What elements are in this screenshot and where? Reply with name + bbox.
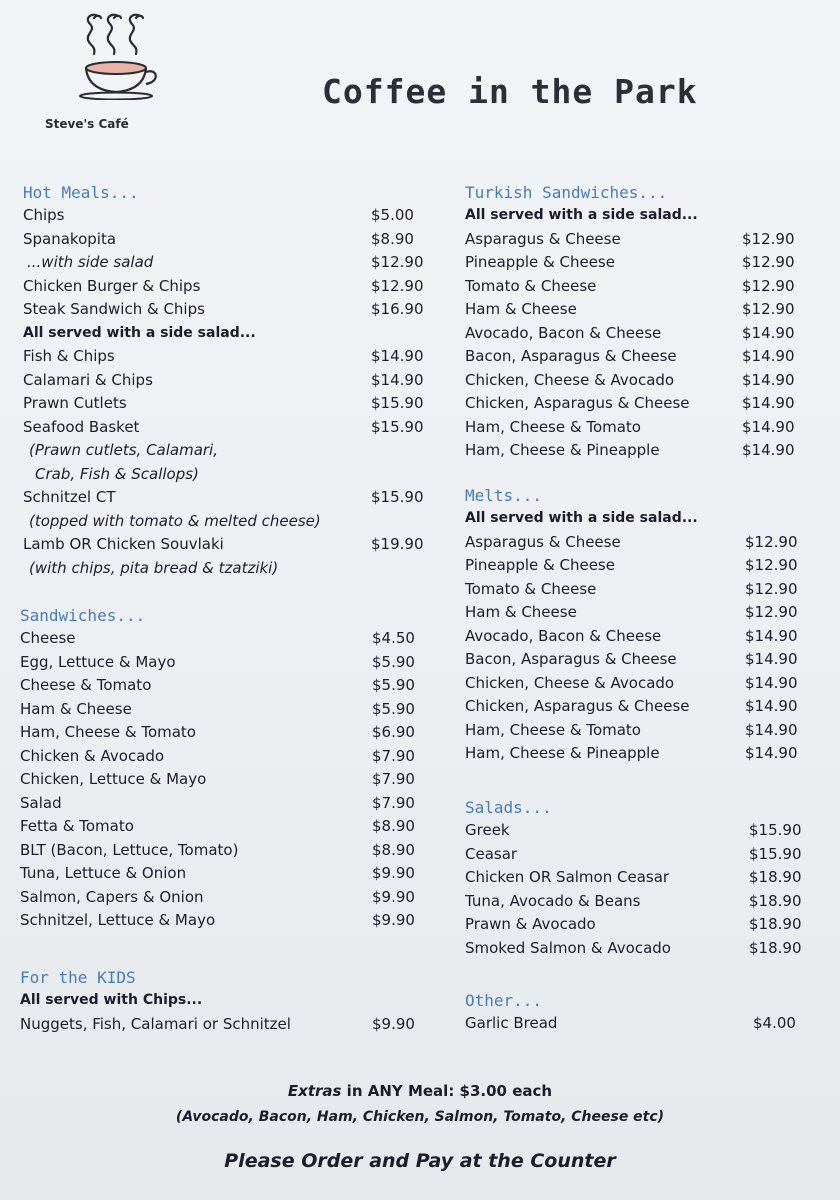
menu-item-name: Chicken OR Salmon Ceasar [465,868,670,886]
menu-item-name: Egg, Lettuce & Mayo [20,652,176,671]
menu-item-name: (topped with tomato & melted cheese) [29,511,321,530]
kids-section [20,967,430,1036]
menu-item-name: Chicken & Avocado [20,746,165,765]
menu-item-name: Pineapple & Cheese [465,253,615,271]
menu-item-price: $18.90 [749,915,802,933]
menu-item-name: Fish & Chips [23,347,115,365]
menu-item [23,322,433,346]
menu-item-price: $7.90 [372,770,415,788]
menu-item-price: $9.90 [372,864,415,882]
menu-item [465,369,805,393]
menu-item-price: $14.90 [371,370,424,389]
menu-item-name: Salmon, Capers & Onion [20,887,204,906]
menu-item-price: $12.90 [742,229,795,248]
menu-item [465,913,805,937]
section-heading: Salads... [465,798,552,817]
menu-item-name: All served with a side salad... [23,324,256,341]
menu-item-name: Ham & Cheese [20,699,132,718]
menu-item-price: $12.90 [745,532,798,551]
menu-item [465,648,805,672]
menu-item-name: Fetta & Tomato [20,817,134,835]
menu-item [465,819,805,843]
menu-item [23,251,433,275]
menu-item-price: $12.90 [742,276,795,295]
menu-item-price: $16.90 [371,300,424,318]
page-title: Coffee in the Park [322,72,698,111]
menu-item [465,843,805,867]
menu-item [465,742,805,766]
menu-item-price: $14.90 [742,370,795,389]
menu-item-name: Nuggets, Fish, Calamari or Schnitzel [20,1014,291,1033]
menu-item [465,345,805,369]
menu-item-name: Smoked Salmon & Avocado [465,938,671,957]
menu-item [20,886,430,910]
menu-item-name: Schnitzel, Lettuce & Mayo [20,911,216,929]
menu-item [465,416,805,440]
menu-item-name: Chips [23,206,65,224]
menu-item-price: $14.90 [742,441,795,459]
extras-prefix: Extras [287,1082,342,1100]
menu-item [23,533,433,557]
menu-item [465,228,805,252]
menu-item [465,204,805,228]
menu-item-name: Seafood Basket [23,417,140,436]
sandwiches-section [20,605,430,933]
menu-item-price: $19.90 [371,535,424,553]
menu-item [23,298,433,322]
menu-item [465,298,805,322]
menu-item [20,909,430,933]
menu-item-price: $9.90 [372,887,415,906]
menu-item-price: $14.90 [371,347,424,365]
section-heading: Melts... [465,486,543,505]
menu-item-name: Cheese [20,629,76,647]
menu-item-name: Chicken, Cheese & Avocado [465,370,675,389]
menu-item-price: $9.90 [372,911,415,929]
menu-item [465,554,805,578]
menu-item-price: $14.90 [742,394,795,412]
menu-item-price: $14.90 [742,347,795,365]
menu-item-name: Avocado, Bacon & Cheese [465,323,662,342]
menu-item [23,486,433,510]
menu-item [465,625,805,649]
menu-item-name: Chicken, Asparagus & Cheese [465,394,690,412]
menu-item-name: Calamari & Chips [23,370,153,389]
menu-item [20,862,430,886]
menu-item-name: Prawn & Avocado [465,915,596,933]
menu-item [465,672,805,696]
menu-item [23,345,433,369]
section-heading: Hot Meals... [23,183,139,202]
menu-item-price: $14.90 [745,626,798,645]
menu-item [20,745,430,769]
menu-item-name: Avocado, Bacon & Cheese [465,626,662,645]
menu-item-name: Crab, Fish & Scallops) [35,464,199,483]
menu-item-name: Pineapple & Cheese [465,556,615,574]
menu-item [20,839,430,863]
menu-item [23,204,433,228]
menu-item-name: Ceasar [465,844,518,863]
menu-item-name: Ham, Cheese & Pineapple [465,744,660,762]
menu-item-name: (Prawn cutlets, Calamari, [29,441,218,459]
menu-item-price: $6.90 [372,723,415,741]
menu-item-name: Tomato & Cheese [465,579,597,598]
menu-item-name: Ham, Cheese & Tomato [20,723,196,741]
menu-item [23,392,433,416]
menu-item-name: Chicken, Asparagus & Cheese [465,697,690,715]
menu-item [20,721,430,745]
menu-item-price: $4.50 [372,629,415,647]
menu-item-name: Schnitzel CT [23,488,116,506]
menu-item-price: $12.90 [745,603,798,621]
menu-item-name: Spanakopita [23,229,117,248]
section-heading: Turkish Sandwiches... [465,183,668,202]
menu-item-price: $5.90 [372,652,415,671]
menu-item-name: ...with side salad [27,253,154,271]
menu-item-name: Prawn Cutlets [23,394,127,412]
menu-item-name: Tuna, Lettuce & Onion [20,864,187,882]
menu-item [20,989,430,1013]
menu-item-name: Cheese & Tomato [20,676,152,694]
menu-item-price: $18.90 [749,868,802,886]
cafe-name: Steve's Café [45,117,129,131]
menu-item-price: $9.90 [372,1014,415,1033]
section-heading: For the KIDS [20,968,136,987]
menu-item-price: $5.90 [372,699,415,718]
salads-section [465,797,805,960]
menu-item-price: $12.90 [745,579,798,598]
menu-item-name: Ham & Cheese [465,300,577,318]
order-note: Please Order and Pay at the Counter [224,1150,616,1172]
turkish-sandwiches-section [465,182,805,463]
menu-item [23,228,433,252]
menu-item [20,627,430,651]
menu-item [23,275,433,299]
menu-item [465,601,805,625]
menu-item-name: Bacon, Asparagus & Cheese [465,347,677,365]
menu-item-name: Garlic Bread [465,1014,558,1032]
menu-item-price: $5.90 [372,676,415,694]
menu-item-price: $15.90 [371,417,424,436]
menu-item-price: $15.90 [749,844,802,863]
menu-item [23,510,433,534]
menu-item [23,557,433,581]
menu-item [23,416,433,440]
menu-item [23,463,433,487]
menu-item [20,768,430,792]
menu-item-name: All served with a side salad... [465,510,698,526]
section-heading: Sandwiches... [20,606,146,625]
menu-item-name: Bacon, Asparagus & Cheese [465,650,677,668]
menu-item-name: Chicken, Lettuce & Mayo [20,770,207,788]
menu-item-price: $18.90 [749,938,802,957]
menu-item [20,815,430,839]
menu-item-price: $8.90 [372,840,415,859]
menu-item [20,698,430,722]
menu-item-price: $8.90 [372,817,415,835]
menu-item-price: $4.00 [753,1014,796,1032]
menu-item-price: $15.90 [749,821,802,839]
menu-item-price: $18.90 [749,891,802,910]
menu-item-name: All served with a side salad... [465,207,698,223]
menu-item-name: Tuna, Avocado & Beans [465,891,641,910]
extras-text: in ANY Meal: $3.00 each [346,1082,553,1100]
menu-item-price: $7.90 [372,793,415,812]
extras-list: (Avocado, Bacon, Ham, Chicken, Salmon, Tomato, Cheese etc) [175,1109,665,1125]
menu-item [465,251,805,275]
menu-item-name: All served with Chips... [20,992,203,1008]
menu-item [20,674,430,698]
menu-item [465,719,805,743]
menu-item-name: Asparagus & Cheese [465,532,621,551]
menu-item [465,937,805,961]
menu-item-name: Ham, Cheese & Tomato [465,417,641,436]
menu-item-price: $12.90 [371,253,424,271]
menu-item [465,890,805,914]
menu-item-name: (with chips, pita bread & tzatziki) [29,558,279,577]
menu-item-name: Chicken Burger & Chips [23,276,201,295]
menu-item [465,866,805,890]
menu-item [465,439,805,463]
menu-item-price: $14.90 [745,673,798,692]
menu-item-price: $12.90 [742,253,795,271]
menu-item-price: $12.90 [745,556,798,574]
menu-item [465,322,805,346]
melts-section [465,485,805,766]
menu-item-name: Asparagus & Cheese [465,229,621,248]
menu-item-price: $12.90 [371,276,424,295]
menu-item [20,1013,430,1037]
menu-item-name: Salad [20,793,62,812]
menu-item-price: $7.90 [372,746,415,765]
menu-item [465,275,805,299]
menu-item [465,695,805,719]
menu-item [20,792,430,816]
menu-item-price: $14.90 [745,697,798,715]
menu-item-name: Ham & Cheese [465,603,577,621]
menu-item [465,392,805,416]
menu-item-name: Greek [465,821,510,839]
menu-item-name: Steak Sandwich & Chips [23,300,205,318]
menu-item-price: $14.90 [742,417,795,436]
menu-item-price: $14.90 [742,323,795,342]
menu-item-price: $5.00 [371,206,414,224]
menu-item-name: Lamb OR Chicken Souvlaki [23,535,224,553]
menu-item-price: $15.90 [371,394,424,412]
menu-item [23,439,433,463]
menu-item-price: $12.90 [742,300,795,318]
menu-item-price: $14.90 [745,650,798,668]
menu-item-price: $14.90 [745,744,798,762]
coffee-cup-logo-icon [68,8,178,100]
menu-item [23,369,433,393]
menu-item [465,578,805,602]
menu-item-price: $15.90 [371,488,424,506]
other-section [465,990,805,1036]
section-heading: Other... [465,991,543,1010]
menu-item-name: Ham, Cheese & Pineapple [465,441,660,459]
menu-item-name: Chicken, Cheese & Avocado [465,673,675,692]
menu-item [20,651,430,675]
menu-item [465,531,805,555]
menu-item-name: BLT (Bacon, Lettuce, Tomato) [20,840,239,859]
menu-item-name: Tomato & Cheese [465,276,597,295]
menu-item-price: $14.90 [745,720,798,739]
menu-item-name: Ham, Cheese & Tomato [465,720,641,739]
extras-note [0,1082,840,1100]
menu-item [465,507,805,531]
menu-item-price: $8.90 [371,229,414,248]
menu-item [465,1012,805,1036]
hot-meals-section [23,182,433,580]
